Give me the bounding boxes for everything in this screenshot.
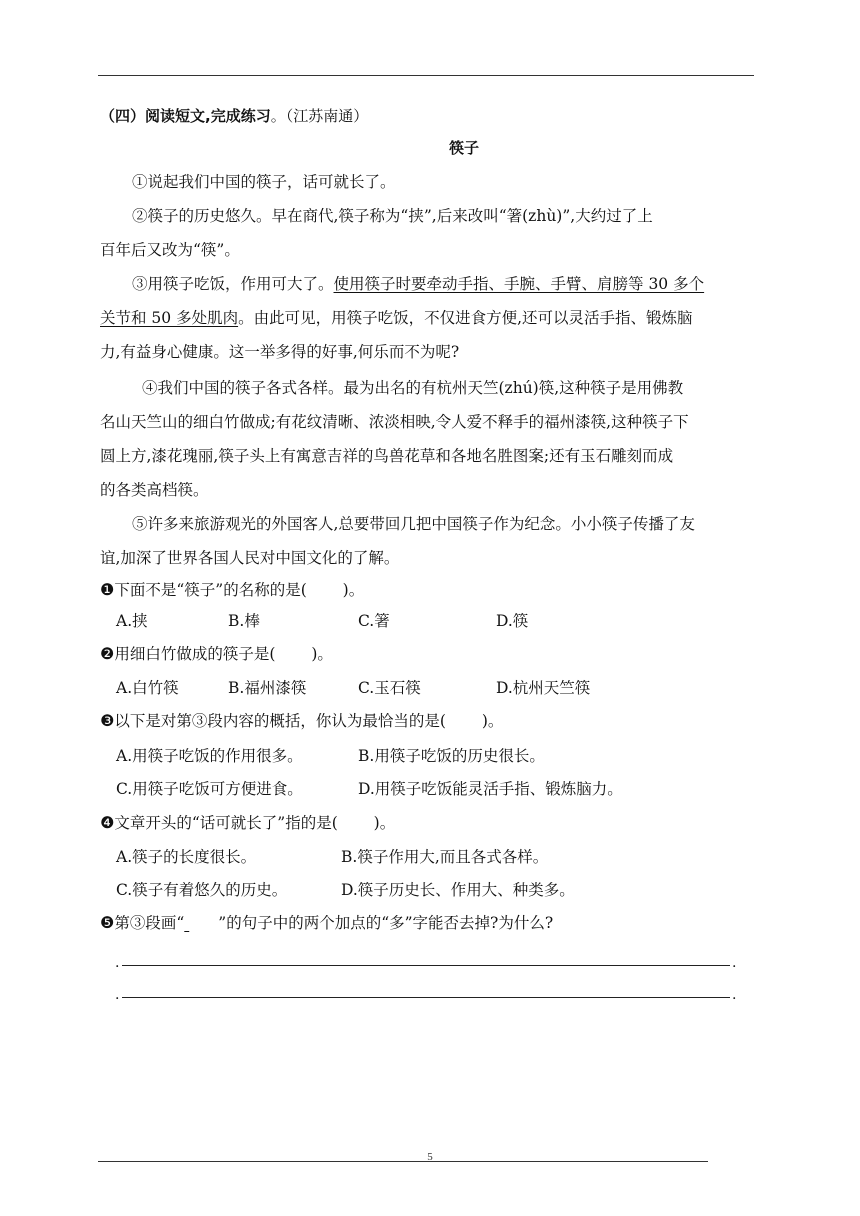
paragraph-5-line-2: 谊,加深了世界各国人民对中国文化的了解。 bbox=[100, 549, 400, 567]
paragraph-2-line-2: 百年后又改为“筷”。 bbox=[100, 241, 240, 259]
paragraph-4-line-1: ④我们中国的筷子各式各样。最为出名的有杭州天竺(zhú)筷,这种筷子是用佛教 bbox=[142, 379, 684, 397]
question-2-option-d[interactable]: D.杭州天竺筷 bbox=[496, 679, 591, 697]
answer-line-2[interactable] bbox=[122, 997, 730, 998]
question-1: ❶下面不是“筷子”的名称的是( )。 bbox=[100, 580, 365, 599]
underlined-sentence: 使用筷子时要牵动手指、手腕、手臂、肩膀等 30 多个 bbox=[333, 275, 705, 293]
answer-line-2-end-dot: . bbox=[732, 987, 737, 1003]
question-4-option-b[interactable]: B.筷子作用大,而且各式各样。 bbox=[341, 848, 549, 866]
paragraph-2-line-1: ②筷子的历史悠久。早在商代,筷子称为“挟”,后来改叫“箸(zhù)”,大约过了上 bbox=[132, 207, 653, 225]
paragraph-3-line-1: ③用筷子吃饭，作用可大了。使用筷子时要牵动手指、手腕、手臂、肩膀等 30 多个 bbox=[132, 275, 705, 293]
question-1-option-d[interactable]: D.筷 bbox=[496, 612, 529, 630]
question-3-option-b[interactable]: B.用筷子吃饭的历史很长。 bbox=[358, 747, 545, 765]
paragraph-4-line-2: 名山天竺山的细白竹做成;有花纹清晰、浓淡相映,令人爱不释手的福州漆筷,这种筷子下 bbox=[100, 413, 689, 431]
answer-line-1-start-dot: . bbox=[115, 955, 120, 971]
question-2: ❷用细白竹做成的筷子是( )。 bbox=[100, 644, 333, 663]
question-4-number: ❹ bbox=[100, 813, 115, 832]
underline-blank bbox=[184, 912, 218, 934]
question-4: ❹文章开头的“话可就长了”指的是( )。 bbox=[100, 813, 396, 832]
question-3-option-a[interactable]: A.用筷子吃饭的作用很多。 bbox=[116, 747, 303, 765]
question-1-option-b[interactable]: B.棒 bbox=[228, 612, 260, 630]
answer-line-1[interactable] bbox=[122, 965, 730, 966]
paragraph-3-line-3: 力,有益身心健康。这一举多得的好事,何乐而不为呢? bbox=[100, 343, 460, 361]
answer-line-2-start-dot: . bbox=[115, 987, 120, 1003]
section-source: 。（江苏南通） bbox=[270, 107, 369, 125]
question-4-option-c[interactable]: C.筷子有着悠久的历史。 bbox=[116, 881, 288, 899]
paragraph-4-line-3: 圆上方,漆花瑰丽,筷子头上有寓意吉祥的鸟兽花草和各地名胜图案;还有玉石雕刻而成 bbox=[100, 447, 674, 465]
question-5-number: ❺ bbox=[100, 913, 115, 932]
paragraph-4-line-4: 的各类高档筷。 bbox=[100, 481, 209, 499]
question-3-number: ❸ bbox=[100, 711, 115, 730]
question-5: ❺第③段画“ ”的句子中的两个加点的“多”字能否去掉?为什么? bbox=[100, 913, 554, 932]
question-1-number: ❶ bbox=[100, 580, 115, 599]
question-2-option-b[interactable]: B.福州漆筷 bbox=[228, 679, 307, 697]
paragraph-1: ①说起我们中国的筷子，话可就长了。 bbox=[132, 173, 396, 191]
footer-rule bbox=[98, 1161, 708, 1162]
question-3-option-c[interactable]: C.用筷子吃饭可方便进食。 bbox=[116, 780, 303, 798]
question-4-option-d[interactable]: D.筷子历史长、作用大、种类多。 bbox=[341, 881, 575, 899]
question-2-option-c[interactable]: C.玉石筷 bbox=[358, 679, 421, 697]
section-heading: （四）阅读短文,完成练习。（江苏南通） bbox=[100, 107, 369, 125]
question-3-option-d[interactable]: D.用筷子吃饭能灵活手指、锻炼脑力。 bbox=[358, 780, 623, 798]
header-rule bbox=[98, 75, 754, 76]
question-4-option-a[interactable]: A.筷子的长度很长。 bbox=[116, 848, 257, 866]
underlined-sentence-end: 关节和 50 多处肌肉 bbox=[100, 309, 239, 327]
question-1-option-a[interactable]: A.挟 bbox=[116, 612, 148, 630]
question-1-option-c[interactable]: C.箸 bbox=[358, 612, 390, 630]
question-2-option-a[interactable]: A.白竹筷 bbox=[116, 679, 179, 697]
paragraph-5-line-1: ⑤许多来旅游观光的外国客人,总要带回几把中国筷子作为纪念。小小筷子传播了友 bbox=[132, 515, 695, 533]
answer-line-1-end-dot: . bbox=[732, 955, 737, 971]
question-2-number: ❷ bbox=[100, 644, 115, 663]
passage-title: 筷子 bbox=[448, 139, 479, 157]
paragraph-3-line-2: 关节和 50 多处肌肉。由此可见，用筷子吃饭，不仅进食方便,还可以灵活手指、锻炼脑 bbox=[100, 309, 693, 327]
page-number: 5 bbox=[427, 1151, 433, 1163]
question-3: ❸以下是对第③段内容的概括，你认为最恰当的是( )。 bbox=[100, 711, 504, 730]
